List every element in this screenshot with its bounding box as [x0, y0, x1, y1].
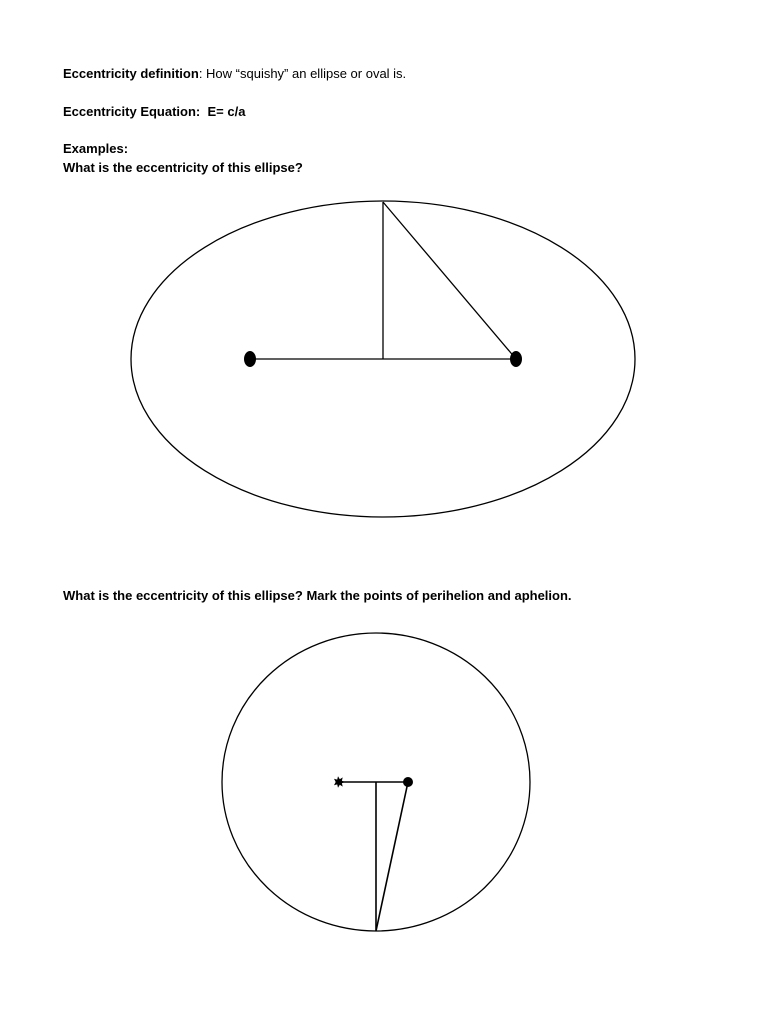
equation-label: Eccentricity Equation:	[63, 104, 201, 119]
left-focus-dot	[244, 351, 256, 367]
circle-diagram	[0, 625, 768, 945]
right-focus-dot	[510, 351, 522, 367]
slanted-line	[376, 782, 408, 931]
question-2: What is the eccentricity of this ellipse? Mark the points of perihelion and aphelion.	[63, 588, 572, 603]
definition-term: Eccentricity definition	[63, 66, 199, 81]
equation-formula: E= c/a	[207, 104, 246, 119]
star-focus-icon	[334, 776, 345, 787]
hypotenuse-line	[383, 202, 516, 359]
definition-line	[63, 66, 406, 82]
examples-heading: Examples:	[63, 141, 129, 156]
definition-text: : How “squishy” an ellipse or oval is.	[198, 66, 407, 81]
dot-focus	[403, 777, 413, 787]
ellipse-diagram	[0, 190, 768, 530]
equation-line	[63, 104, 245, 120]
question-1: What is the eccentricity of this ellipse?	[63, 160, 303, 175]
